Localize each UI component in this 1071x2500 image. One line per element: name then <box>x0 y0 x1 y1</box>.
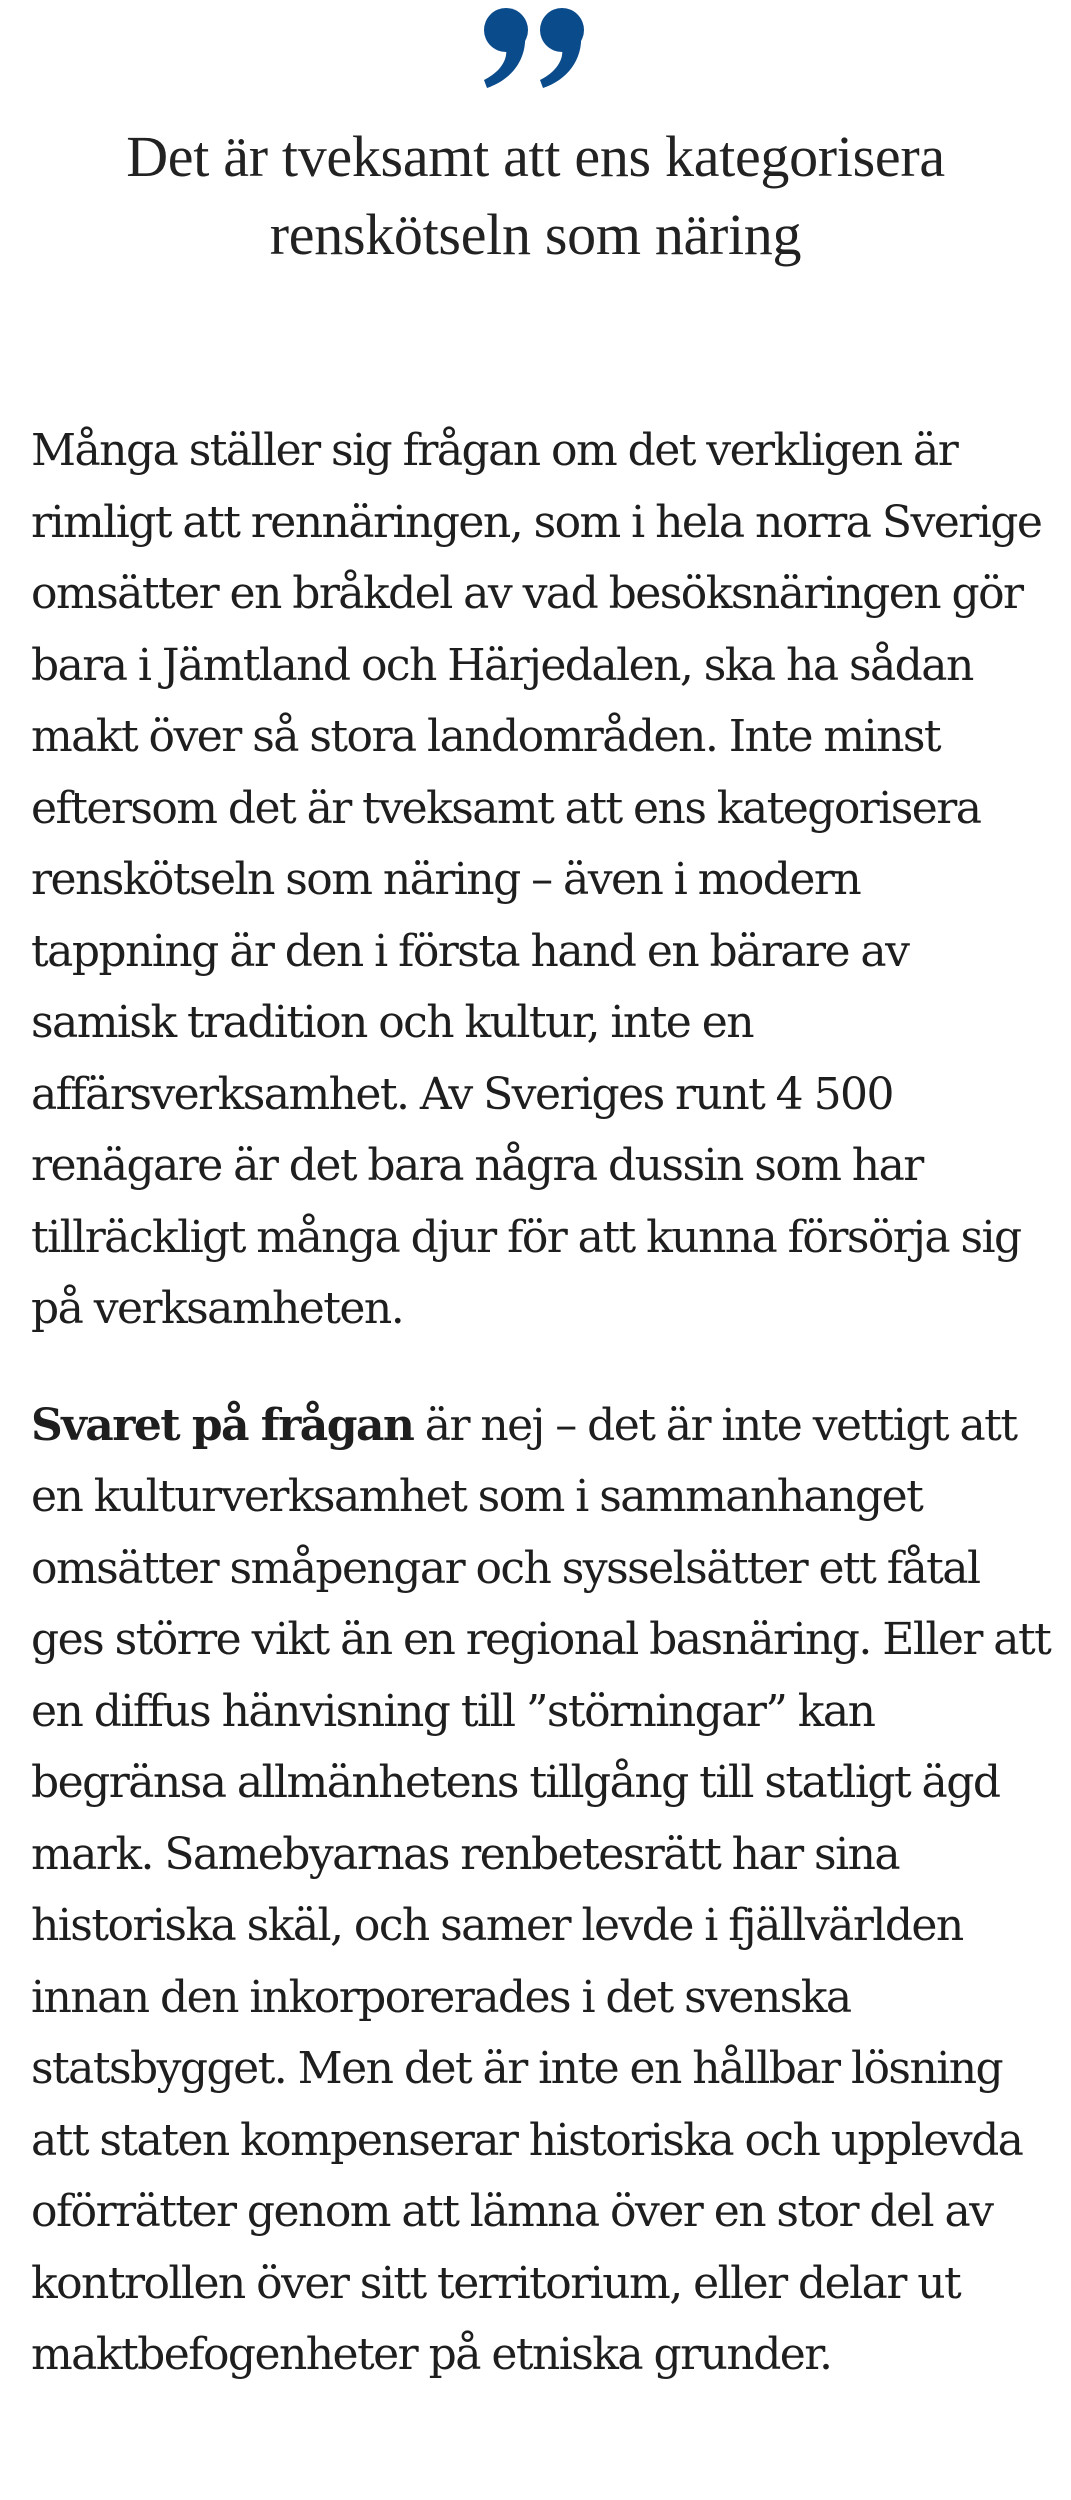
quotation-mark-icon <box>481 4 591 92</box>
quote-mark <box>0 0 1071 100</box>
pullquote: Det är tveksamt att ens kategorisera renskötseln som näring <box>126 124 945 267</box>
paragraph <box>31 415 1056 1345</box>
paragraph-text: är nej – det är inte vettigt att en kulturverksamhet som i sammanhanget omsätter småpengar och sysselsätter ett fåtal ges större vikt än en regional basnäring. Eller att en diffus hänvisning till ”störningar” kan begränsa allmänhetens tillgång till statligt ägd mark. Samebyarnas renbetesrätt har sina historiska skäl, och samer levde i fjällvärlden innan den inkorporerades i det svenska statsbygget. Men det är inte en hållbar lösning att staten kompenserar historiska och upplevda oförrätter genom att lämna över en stor del av kontrollen över sitt territorium, eller delar ut maktbefogenheter på etniska grunder. <box>31 1399 1051 2380</box>
paragraph-lead: Svaret på frågan <box>31 1399 414 1451</box>
paragraph <box>31 1390 1056 2391</box>
paragraph-text: Många ställer sig frågan om det verkligen är rimligt att rennäringen, som i hela norra Sverige omsätter en bråkdel av vad besöksnäringen gör bara i Jämtland och Härjedalen, ska ha sådan makt över så stora landområden. Inte minst eftersom det är tveksamt att ens kategorisera renskötseln som näring – även i modern tappning är den i första hand en bärare av samisk tradition och kultur, inte en affärsverksamhet. Av Sveriges runt 4 500 renägare är det bara några dussin som har tillräckligt många djur för att kunna försörja sig på verksamheten. <box>31 425 1042 1334</box>
article-body <box>31 415 1056 2391</box>
